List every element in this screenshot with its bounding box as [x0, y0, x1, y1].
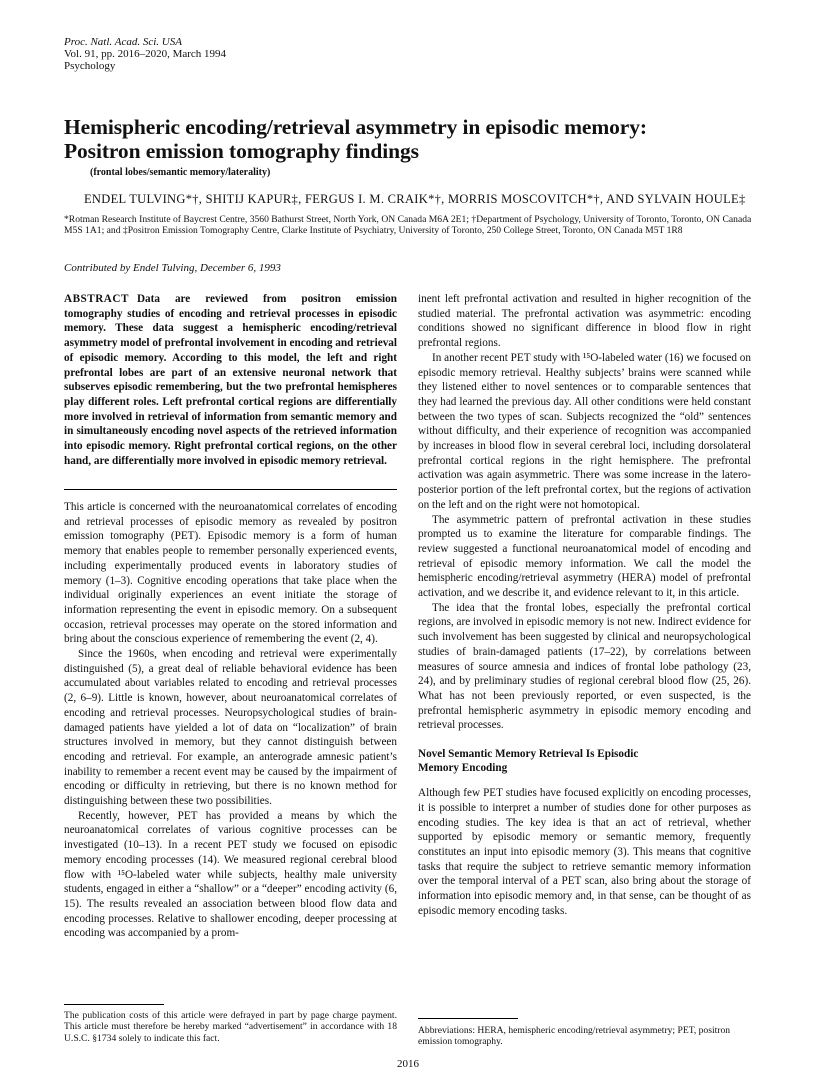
page-number: 2016 [397, 1058, 419, 1070]
publication-cost-footnote: The publication costs of this article were defrayed in part by page charge payment. This article must therefore be hereby marked “advertisement” in accordance with 18 U.S.C. §1734 solely to indicate this fact. [64, 1010, 397, 1044]
journal-header [64, 36, 226, 72]
paragraph: The asymmetric pattern of prefrontal activation in these studies prompted us to examine the literature for comparable findings. The review suggested a functional neuroanatomical model of encoding and retrieval of episodic memory information. We call the model the hemispheric encoding/retrieval asymmetry (HERA) model of prefrontal activation, and we describe it, and evidence relevant to it, in this article. [418, 513, 751, 600]
affiliations: *Rotman Research Institute of Baycrest Centre, 3560 Bathurst Street, North York, ON Canada M6A 2E1; †Department of Psychology, University of Toronto, Toronto, ON Canada M5S 1A1; and ‡Positron Emission Tomography Centre, Clarke Institute of Psychiatry, University of Toronto, 250 College Street, Toronto, ON Canada M5T 1R8 [64, 214, 752, 237]
abbreviations-footnote: Abbreviations: HERA, hemispheric encoding/retrieval asymmetry; PET, positron emission tomography. [418, 1025, 731, 1048]
paragraph: Recently, however, PET has provided a means by which the neuroanatomical correlates of various cognitive processes can be investigated (10–13). In a recent PET study we focused on episodic memory encoding processes (14). We measured regional cerebral blood flow with ¹⁵O-labeled water while subjects, healthy male university students, engaged in either a “shallow” or a “deeper” encoding activity (6, 15). The results revealed an association between blood flow data and encoding processes. Relative to shallower encoding, deeper processing at encoding was accompanied by a prom- [64, 809, 397, 940]
abstract-text: Data are reviewed from positron emission tomography studies of encoding and retrieval processes in episodic memory. These data suggest a hemispheric encoding/retrieval asymmetry model of prefrontal involvement in encoding and retrieval of episodic memory. According to this model, the left and right prefrontal lobes are part of an extensive neuronal network that subserves episodic remembering, but the two prefrontal hemispheres play different roles. Left prefrontal cortical regions are differentially more involved in retrieval of information from semantic memory and in simultaneously encoding novel aspects of the retrieved information into episodic memory. Right prefrontal cortical regions, on the other hand, are differentially more involved in episodic memory retrieval. [64, 293, 397, 467]
article-title [64, 115, 754, 163]
author-list: ENDEL TULVING*†, SHITIJ KAPUR‡, FERGUS I. M. CRAIK*†, MORRIS MOSCOVITCH*†, AND SYLVAIN HOULE‡ [84, 192, 746, 206]
section-heading-line-2: Memory Encoding [418, 762, 508, 775]
title-line-1: Hemispheric encoding/retrieval asymmetry in episodic memory: [64, 115, 647, 139]
abstract-label: ABSTRACT [64, 293, 129, 305]
footnote-divider-left [64, 1004, 164, 1005]
section-heading [418, 747, 751, 775]
paragraph: The idea that the frontal lobes, especially the prefrontal cortical regions, are involved in episodic memory is not new. Indirect evidence for such involvement has been suggested by clinical and neuropsychological studies of brain-damaged patients (17–22), by correlations between measures of source amnesia and indices of frontal lobe pathology (23, 24), and by preliminary studies of regional cerebral blood flow (25, 26). What has not been previously reported, or even suspected, is the prefrontal hemispheric asymmetry in episodic memory encoding and retrieval processes. [418, 601, 751, 732]
paragraph: inent left prefrontal activation and resulted in higher recognition of the studied material. The prefrontal activation was asymmetric: encoding conditions showed no significant difference in blood flow in right prefrontal regions. [418, 293, 751, 350]
section-heading-line-1: Novel Semantic Memory Retrieval Is Episodic [418, 748, 639, 761]
paragraph: Although few PET studies have focused explicitly on encoding processes, it is possible to interpret a number of studies done for other purposes as encoding studies. The key idea is that an act of retrieval, whether supported by episodic memory or semantic memory, frequently constitutes an input into episodic memory (3). This means that cognitive tasks that require the subject to retrieve semantic memory information over the temporal interval of a PET scan, also bring about the storage of information into episodic memory and, in that sense, can be thought of as episodic memory encoding tasks. [418, 787, 751, 917]
contributed-note: Contributed by Endel Tulving, December 6, 1993 [64, 262, 281, 274]
left-column-body [64, 500, 397, 941]
journal-volume: Vol. 91, pp. 2016–2020, March 1994 [64, 48, 227, 60]
abstract-divider [64, 489, 397, 490]
right-column-body [418, 292, 751, 918]
keywords: (frontal lobes/semantic memory/laterality) [90, 167, 271, 178]
paragraph: In another recent PET study with ¹⁵O-labeled water (16) we focused on episodic memory retrieval. Healthy subjects’ brains were scanned while they listened either to novel sentences or to comparable sentences that they had learned the previous day. All other conditions were held constant between the two types of scan. Subjects recognized the “old” sentences without difficulty, and their experience of recognition was accompanied by increases in blood flow in several cerebral loci, including dorsolateral prefrontal cortical regions in the right hemisphere. The prefrontal activation was again asymmetric. There was some increase in the latero-posterior portion of the left prefrontal cortex, but the regions of activation on the left and on the right were not homotopical. [418, 351, 751, 511]
abstract [64, 292, 397, 468]
journal-name: Proc. Natl. Acad. Sci. USA [64, 36, 182, 48]
paragraph: This article is concerned with the neuroanatomical correlates of encoding and retrieval processes of episodic memory as revealed by positron emission tomography (PET). Episodic memory is a form of human memory that enables people to remember personally experienced events, including experimentally produced events in laboratory studies of memory (1–3). Cognitive encoding operations that take place when the individual originally experiences an event initiate the storage of information representing the event in episodic memory. On a subsequent occasion, retrieval processes may operate on the stored information and bring about the conscious experience of remembering the event (2, 4). [64, 501, 397, 646]
paragraph: Since the 1960s, when encoding and retrieval were experimentally distinguished (5), a great deal of reliable behavioral evidence has been accumulated about variables related to encoding and retrieval processes (2, 6–9). Little is known, however, about neuroanatomical correlates of encoding and retrieval processes. Neuropsychological studies of brain-damaged patients have yielded a lot of data on “localization” of brain structures involved in memory, but they cannot distinguish between encoding and retrieval. For example, an anterograde amnesic patient’s inability to remember a recent event may be caused by the impairment of encoding or difficulty in retrieving, but there is no known method for distinguishing between these two possibilities. [64, 648, 397, 808]
journal-section: Psychology [64, 60, 116, 72]
footnote-divider-right [418, 1018, 518, 1019]
title-line-2: Positron emission tomography findings [64, 139, 419, 163]
